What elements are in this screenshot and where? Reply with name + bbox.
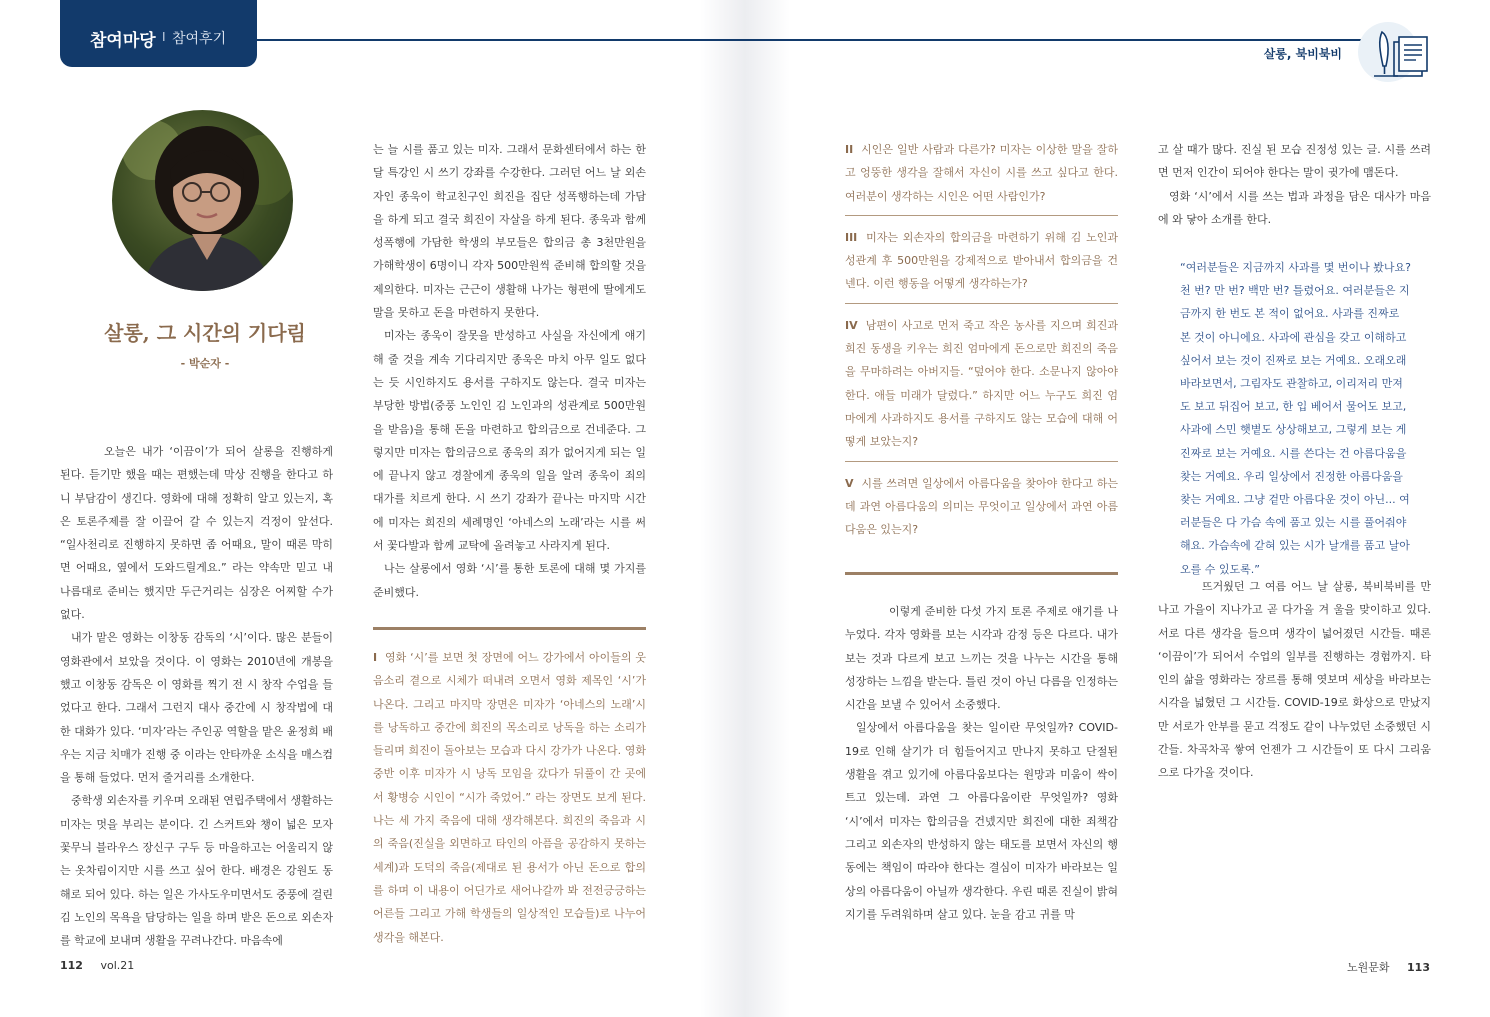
author-portrait xyxy=(112,110,293,291)
question-text: 영화 ‘시’를 보면 첫 장면에 어느 강가에서 아이들의 웃음소리 곁으로 시체가 떠내려 오면서 영화 제목인 ‘시’가 나온다. 그리고 마지막 장면은 미자가 ‘아네스의 노래’시를 낭독하고 중간에 희진의 목소리로 낭독을 하는 소리가 들리며 희진이 돌아보는 모습과 다시 강가가 나온다. 영화 중반 이후 미자가 시 낭독 모임을 갔다가 뒤풀이 간 곳에서 황병승 시인이 “시가 죽었어.” 라는 장면도 보게 된다. 나는 세 가지 죽음에 대해 생각해본다. 희진의 죽음과 시의 죽음(진실을 외면하고 타인의 아픔을 공감하지 못하는 세계)과 도덕의 죽음(제대로 된 용서가 아닌 돈으로 합의를 하며 이 내용이 어딘가로 새어나갈까 봐 전전긍긍하는 어른들 그리고 가해 학생들의 일상적인 모습들)로 나누어 생각을 해본다. xyxy=(373,651,646,944)
paragraph: 고 살 때가 많다. 진실 된 모습 진정성 있는 글. 시를 쓰려면 먼저 인간이 되어야 한다는 말이 귓가에 맴돈다. xyxy=(1158,143,1431,180)
page-gutter xyxy=(700,0,790,1017)
question-text: 시를 쓰려면 일상에서 아름다움을 찾아야 한다고 하는데 과연 아름다움의 의미는 무엇이고 일상에서 과연 아름다움은 있는지? xyxy=(845,476,1119,537)
magazine-name: 노원문화 xyxy=(1347,961,1390,974)
question-number: I xyxy=(373,651,378,664)
paragraph: 미자는 종욱이 잘못을 반성하고 사실을 자신에게 얘기해 줄 것을 계속 기다리지만 종욱은 마치 아무 일도 없다는 듯 시인하지도 용서를 구하지도 않는다. 결국 미자는 부당한 방법(중풍 노인인 김 노인과의 성관계로 500만원을 받음)을 통해 돈을 마련하고 합의금으로 건네준다. 그렇지만 미자는 합의금으로 종욱의 죄가 없어지게 되는 일에 끝나지 않고 경찰에게 종욱의 일을 알려 종욱이 죄의 대가를 치르게 한다. 시 쓰기 강좌가 끝나는 마지막 시간에 미자는 희진의 세례명인 ‘아네스의 노래’라는 시를 써서 꽃다발과 함께 교탁에 올려놓고 사라지게 된다. xyxy=(373,329,646,553)
questions-end-divider xyxy=(845,572,1118,575)
page-number-left: 112 xyxy=(60,959,83,972)
pen-and-document-icon xyxy=(1368,26,1432,84)
paragraph: 오늘은 내가 ‘이끔이’가 되어 살롱을 진행하게 된다. 듣기만 했을 때는 편했는데 막상 진행을 한다고 하니 부담감이 생긴다. 영화에 대해 정확히 알고 있는지, 혹은 토론주제를 잘 이끌어 갈 수 있는지 걱정이 앞선다. “일사천리로 진행하지 못하면 좀 어때요, 말이 때론 막히면 어때요, 옆에서 도와드릴게요.” 라는 약속만 믿고 내 나름대로 준비는 했지만 두근거리는 심장은 어찌할 수가 없다. xyxy=(60,445,333,622)
paragraph: 뜨거웠던 그 여름 어느 날 살롱, 북비북비를 만나고 가을이 지나가고 곧 다가올 겨 울을 맞이하고 있다. 서로 다른 생각을 들으며 생각이 넓어졌던 시간들. 때론 ‘이끔이’가 되어서 수업의 일부를 진행하는 경험까지. 타인의 삶을 영화라는 장르를 통해 엿보며 세상을 바라보는 시각을 넓혔던 그 시간들. COVID-19로 화상으로 만났지만 서로가 안부를 묻고 걱정도 같이 나누었던 소중했던 시간들. 차곡차곡 쌓여 언젠가 그 시간들이 또 다시 그리움으로 다가올 것이다. xyxy=(1158,580,1431,780)
question-number: III xyxy=(845,230,858,244)
question-divider xyxy=(845,461,1118,462)
body-column-1 xyxy=(60,440,333,953)
category-label: 참여마당 xyxy=(90,31,156,51)
question-number: IV xyxy=(845,318,858,332)
question-item xyxy=(845,472,1118,542)
article-author: - 박순자 - xyxy=(180,357,230,370)
body-column-4-bottom xyxy=(1158,575,1431,785)
question-item xyxy=(845,314,1118,454)
footer-right xyxy=(1347,959,1430,975)
category-tab xyxy=(60,0,257,67)
question-item xyxy=(845,226,1118,296)
paragraph: 영화 ‘시’에서 시를 쓰는 법과 과정을 담은 대사가 마음에 와 닿아 소개를 한다. xyxy=(1158,189,1431,226)
question-item xyxy=(845,138,1118,208)
question-text: 미자는 외손자의 합의금을 마련하기 위해 김 노인과 성관계 후 500만원을 강제적으로 받아내서 합의금을 건넨다. 이런 행동을 어떻게 생각하는가? xyxy=(845,230,1118,291)
article-title: 살롱, 그 시간의 기다림 xyxy=(104,321,306,345)
header-rule-left xyxy=(257,39,745,41)
subcategory-label: 참여후기 xyxy=(172,31,227,47)
volume-label: vol.21 xyxy=(100,959,135,972)
question-item xyxy=(373,646,646,949)
question-1-block xyxy=(373,627,646,949)
film-quote: “여러분들은 지금까지 사과를 몇 번이나 봤나요? 천 번? 만 번? 백만 번? 틀렸어요. 여러분들은 지금까지 한 번도 본 적이 없어요. 사과를 진짜로 본 것이 아니에요. 사과에 관심을 갖고 이해하고 싶어서 보는 것이 진짜로 보는 거예요. 오래오래 바라보면서, 그림자도 관찰하고, 이리저리 만져도 보고 뒤집어 보고, 한 입 베어서 물어도 보고, 사과에 스민 햇볕도 상상해보고, 그렇게 보는 게 진짜로 보는 거예요. 시를 쓴다는 건 아름다움을 찾는 거예요. 우리 일상에서 진정한 아름다움을 찾는 거예요. 그냥 겉만 아름다운 것이 아닌... 여러분들은 다 가슴 속에 품고 있는 시를 풀어줘야 해요. 가슴속에 갇혀 있는 시가 날개를 품고 날아오를 수 있도록.” xyxy=(1180,261,1411,576)
body-column-2 xyxy=(373,138,646,604)
question-divider xyxy=(373,627,646,630)
section-tag: 살롱, 북비북비 xyxy=(1263,47,1342,61)
footer-left xyxy=(60,959,134,972)
body-column-4-top xyxy=(1158,138,1431,231)
body-column-3 xyxy=(845,600,1118,926)
question-number: V xyxy=(845,476,854,490)
paragraph: 중학생 외손자를 키우며 오래된 연립주택에서 생활하는 미자는 멋을 부리는 분이다. 긴 스커트와 챙이 넓은 모자 꽃무늬 블라우스 장신구 구두 등 마을하고는 어울리지 않는 옷차림이지만 시를 쓰고 싶어 한다. 배경은 강원도 동해로 되어 있다. 하는 일은 가사도우미면서도 중풍에 걸린 김 노인의 목욕을 담당하는 일을 하며 받은 돈으로 외손자를 학교에 보내며 생활을 꾸려나간다. 마음속에 xyxy=(60,794,333,948)
page-number-right: 113 xyxy=(1407,961,1430,974)
paragraph: 이렇게 준비한 다섯 가지 토론 주제로 얘기를 나누었다. 각자 영화를 보는 시각과 감정 등은 다르다. 내가 보는 것과 다르게 보고 느끼는 것을 나누는 시간을 통해 성장하는 느낌을 받는다. 틀린 것이 아닌 다름을 인정하는 시간을 보낼 수 있어서 소중했다. xyxy=(845,605,1118,712)
question-text: 시인은 일반 사람과 다른가? 미자는 이상한 말을 잘하고 엉뚱한 생각을 잘해서 자신이 시를 쓰고 싶다고 한다. 여러분이 생각하는 시인은 어떤 사람인가? xyxy=(845,143,1118,203)
questions-column xyxy=(845,138,1118,541)
paragraph: 일상에서 아름다움을 찾는 일이란 무엇일까? COVID-19로 인해 살기가 더 힘들어지고 만나지 못하고 단절된 생활을 겪고 있기에 아름다움보다는 원망과 미움이 싹이 트고 있는데. 과연 그 아름다움이란 무엇일까? 영화 ‘시’에서 미자는 합의금을 건넸지만 희진에 대한 죄책감 그리고 외손자의 반성하지 않는 태도를 보면서 자신의 행동에는 책임이 따라야 한다는 결심이 미자가 바라보는 일상의 아름다움이 아닐까 생각한다. 우린 때론 진실이 밝혀지기를 두려워하며 살고 있다. 눈을 감고 귀를 막 xyxy=(845,721,1118,921)
paragraph: 나는 살롱에서 영화 ‘시’를 통한 토론에 대해 몇 가지를 준비했다. xyxy=(373,562,646,599)
question-text: 남편이 사고로 먼저 죽고 작은 농사를 지으며 희진과 희진 동생을 키우는 희진 엄마에게 돈으로만 희진의 죽음을 무마하려는 아버지들. “덮어야 한다. 소문나지 않아야 한다. 애들 미래가 달렸다.” 하지만 어느 누구도 희진 엄마에게 사과하지도 용서를 구하지도 않는 모습에 대해 어떻게 보았는지? xyxy=(845,318,1118,449)
paragraph: 내가 맡은 영화는 이창동 감독의 ‘시’이다. 많은 분들이 영화관에서 보았을 것이다. 이 영화는 2010년에 개봉을 했고 이창동 감독은 이 영화를 찍기 전 시 창작 수업을 들었다고 한다. 그래서 그런지 대사 중간에 시 창작법에 대한 대화가 있다. ‘미자’라는 주인공 역할을 맡은 윤정희 배우는 지금 치매가 진행 중 이라는 안타까운 소식을 매스컴을 통해 들었다. 먼저 줄거리를 소개한다. xyxy=(60,631,333,785)
header-rule-right xyxy=(745,39,1385,41)
question-number: II xyxy=(845,143,854,156)
paragraph: 는 늘 시를 품고 있는 미자. 그래서 문화센터에서 하는 한 달 특강인 시 쓰기 강좌를 수강한다. 그러던 어느 날 외손자인 종욱이 학교친구인 희진을 집단 성폭행하는데 가담을 하게 되고 결국 희진이 자살을 하게 된다. 종욱과 함께 성폭행에 가담한 학생의 부모들은 합의금 총 3천만원을 가해학생이 6명이니 각자 500만원씩 준비해 합의할 것을 제의한다. 미자는 근근이 생활해 나가는 형편에 딸에게도 말을 못하고 돈을 마련하지 못한다. xyxy=(373,143,646,320)
question-divider xyxy=(845,215,1118,216)
question-divider xyxy=(845,303,1118,304)
category-separator: I xyxy=(162,30,166,44)
